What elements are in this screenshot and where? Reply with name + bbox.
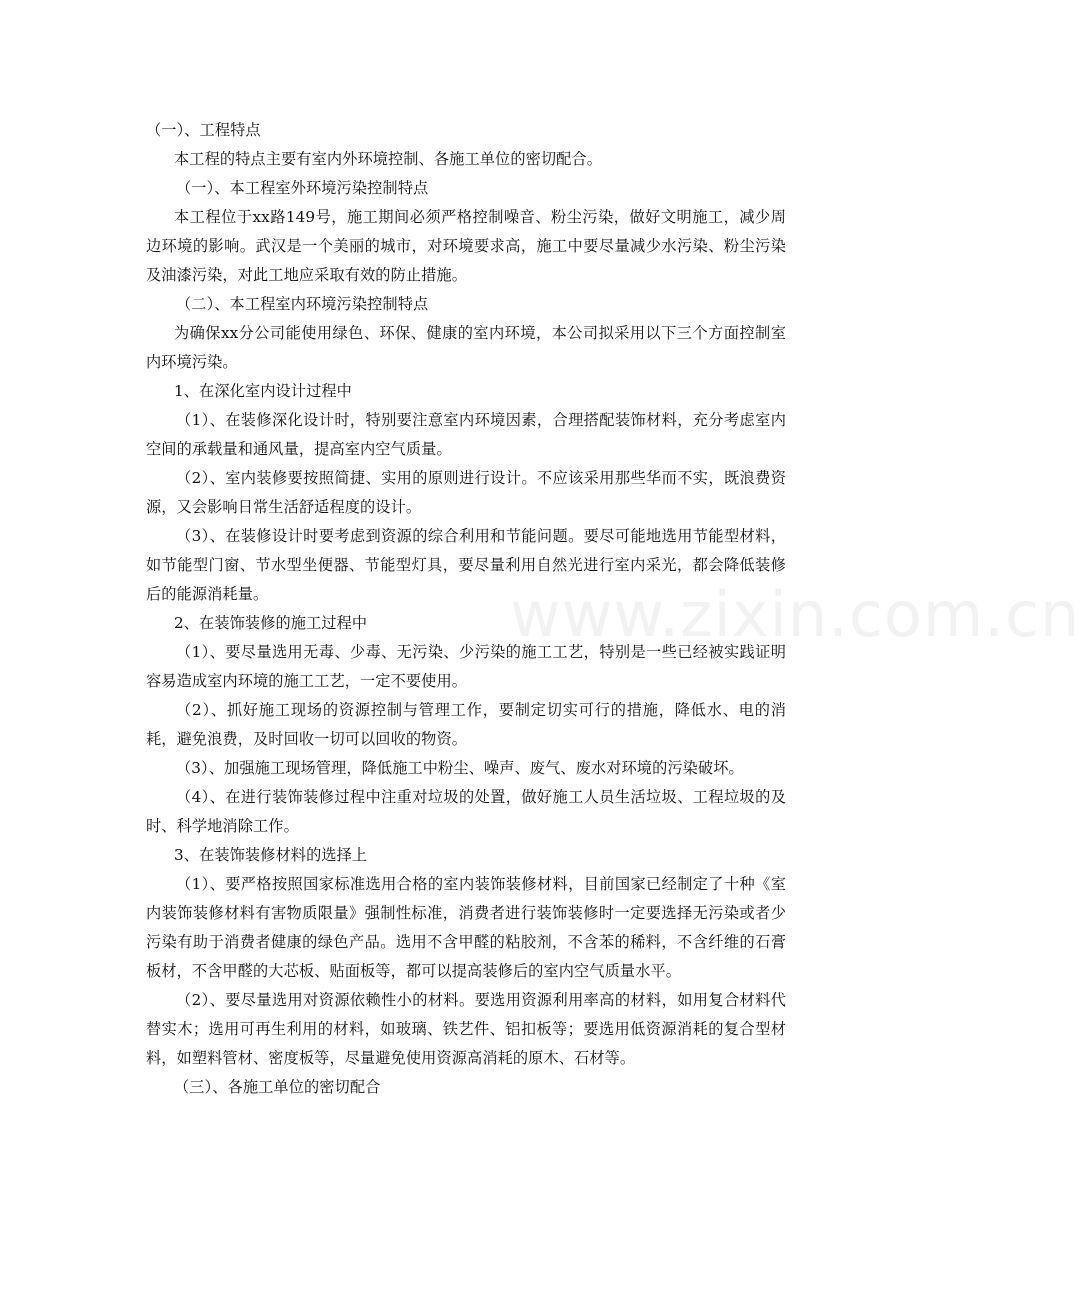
watermark-text: www.zixin.com.cn <box>510 578 1080 651</box>
paragraph-outdoor-control: 本工程位于xx路149号，施工期间必须严格控制噪音、粉尘污染，做好文明施工，减少周边环境的影响。武汉是一个美丽的城市，对环境要求高，施工中要尽量减少水污染、粉尘污染及油漆污染，对此工地应采取有效的防止措施。 <box>146 208 786 284</box>
list-item-construction-1: （1）、要尽量选用无毒、少毒、无污染、少污染的施工工艺，特别是一些已经被实践证明容易造成室内环境的施工工艺，一定不要使用。 <box>146 643 786 690</box>
section-heading-construction: 2、在装饰装修的施工过程中 <box>174 614 368 632</box>
list-item-materials-1: （1）、要严格按照国家标准选用合格的室内装饰装修材料，目前国家已经制定了十种《室内装饰装修材料有害物质限量》强制性标准，消费者进行装饰装修时一定要选择无污染或者少污染有助于消费者健康的绿色产品。选用不含甲醛的粘胶剂，不含苯的稀料，不含纤维的石膏板材，不含甲醛的大芯板、贴面板等，都可以提高装修后的室内空气质量水平。 <box>146 875 786 980</box>
list-item-design-2: （2）、室内装修要按照简捷、实用的原则进行设计。不应该采用那些华而不实，既浪费资源，又会影响日常生活舒适程度的设计。 <box>146 469 786 516</box>
heading-project-features: （一）、工程特点 <box>146 121 261 139</box>
list-item-design-3: （3）、在装修设计时要考虑到资源的综合利用和节能问题。要尽可能地选用节能型材料，如节能型门窗、节水型坐便器、节能型灯具，要尽量利用自然光进行室内采光，都会降低装修后的能源消耗量。 <box>146 527 786 603</box>
list-item-construction-3: （3）、加强施工现场管理，降低施工中粉尘、噪声、废气、废水对环境的污染破坏。 <box>176 759 744 777</box>
subheading-unit-coordination: （三）、各施工单位的密切配合 <box>174 1078 381 1096</box>
list-item-materials-2: （2）、要尽量选用对资源依赖性小的材料。要选用资源利用率高的材料，如用复合材料代替实木；选用可再生利用的材料，如玻璃、铁艺件、铝扣板等；要选用低资源消耗的复合型材料，如塑料管材、密度板等，尽量避免使用资源高消耗的原木、石材等。 <box>146 991 786 1067</box>
subheading-outdoor-control: （一）、本工程室外环境污染控制特点 <box>176 179 429 197</box>
paragraph-indoor-control: 为确保xx分公司能使用绿色、环保、健康的室内环境，本公司拟采用以下三个方面控制室内环境污染。 <box>146 324 786 371</box>
section-heading-design: 1、在深化室内设计过程中 <box>174 382 352 400</box>
paragraph-features-summary: 本工程的特点主要有室内外环境控制、各施工单位的密切配合。 <box>174 150 603 168</box>
list-item-construction-4: （4）、在进行装饰装修过程中注重对垃圾的处置，做好施工人员生活垃圾、工程垃圾的及时、科学地消除工作。 <box>146 788 786 835</box>
list-item-design-1: （1）、在装修深化设计时，特别要注意室内环境因素，合理搭配装饰材料，充分考虑室内空间的承载量和通风量，提高室内空气质量。 <box>146 411 786 458</box>
subheading-indoor-control: （二）、本工程室内环境污染控制特点 <box>176 295 429 313</box>
document-body <box>146 116 786 1102</box>
list-item-construction-2: （2）、抓好施工现场的资源控制与管理工作，要制定切实可行的措施，降低水、电的消耗，避免浪费，及时回收一切可以回收的物资。 <box>146 701 786 748</box>
section-heading-materials: 3、在装饰装修材料的选择上 <box>174 846 368 864</box>
